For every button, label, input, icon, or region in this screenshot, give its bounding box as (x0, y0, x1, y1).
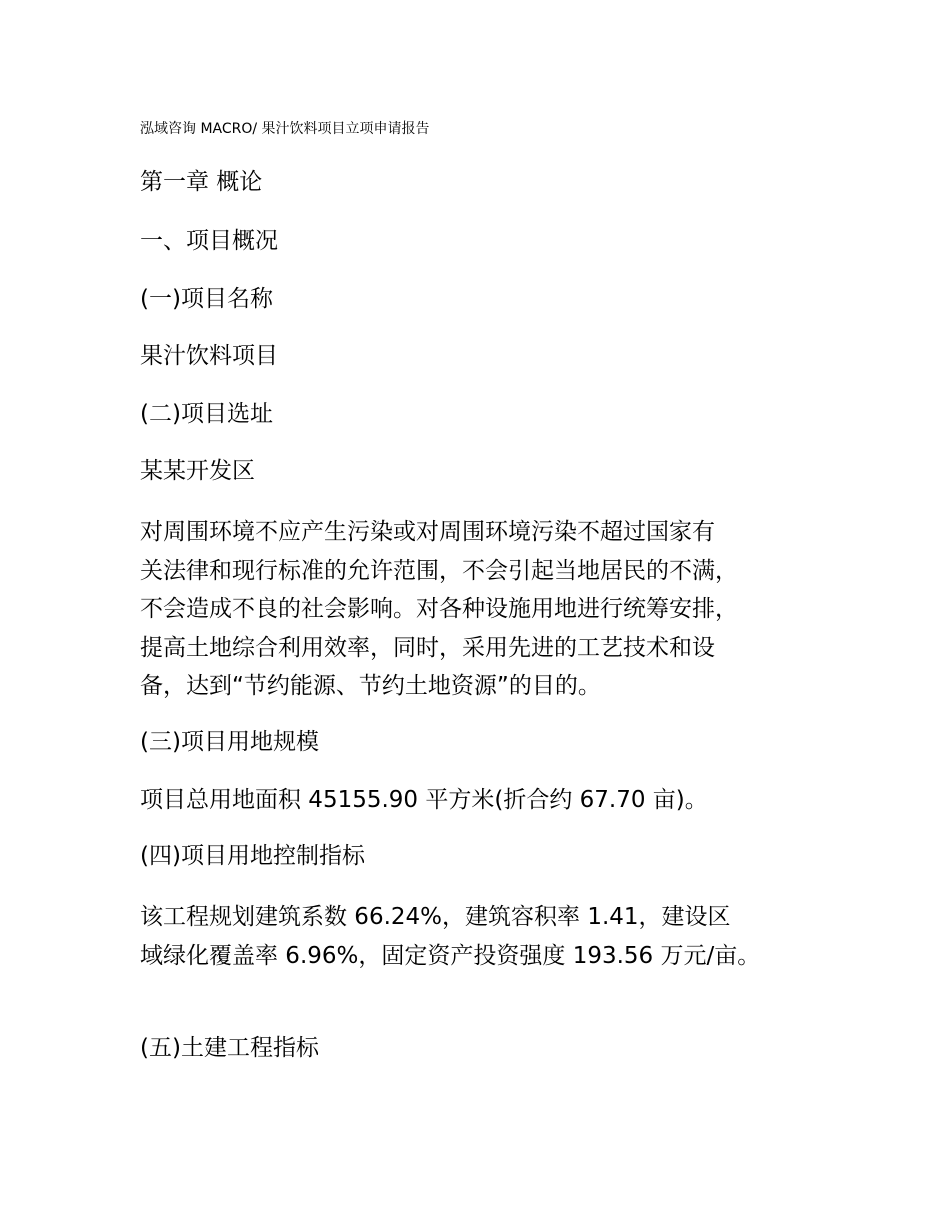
project-site-value: 某某开发区 (140, 458, 255, 484)
paragraph-line: 提高土地综合利用效率，同时，采用先进的工艺技术和设 (140, 634, 715, 661)
land-control-paragraph (140, 898, 760, 975)
project-name-heading: (一)项目名称 (140, 286, 273, 312)
paragraph-line: 备，达到“节约能源、节约土地资源”的目的。 (140, 673, 601, 699)
site-description-paragraph (140, 513, 738, 706)
section-title: 一、项目概况 (140, 228, 278, 254)
land-scale-heading: (三)项目用地规模 (140, 729, 319, 755)
civil-engineering-heading: (五)土建工程指标 (140, 1035, 319, 1061)
land-control-heading: (四)项目用地控制指标 (140, 843, 365, 869)
chapter-title: 第一章 概论 (140, 169, 263, 195)
paragraph-line: 域绿化覆盖率 6.96%，固定资产投资强度 193.56 万元/亩。 (140, 942, 761, 969)
paragraph-line: 对周围环境不应产生污染或对周围环境污染不超过国家有 (140, 519, 715, 545)
paragraph-line: 不会造成不良的社会影响。对各种设施用地进行统筹安排， (140, 596, 738, 622)
project-name-value: 果汁饮料项目 (140, 343, 278, 369)
running-header: 泓域咨询 MACRO/ 果汁饮料项目立项申请报告 (140, 121, 430, 137)
land-scale-value: 项目总用地面积 45155.90 平方米(折合约 67.70 亩)。 (140, 787, 708, 813)
project-site-heading: (二)项目选址 (140, 401, 273, 427)
paragraph-line: 关法律和现行标准的允许范围，不会引起当地居民的不满， (140, 557, 738, 584)
paragraph-line: 该工程规划建筑系数 66.24%，建筑容积率 1.41，建设区 (140, 904, 731, 930)
